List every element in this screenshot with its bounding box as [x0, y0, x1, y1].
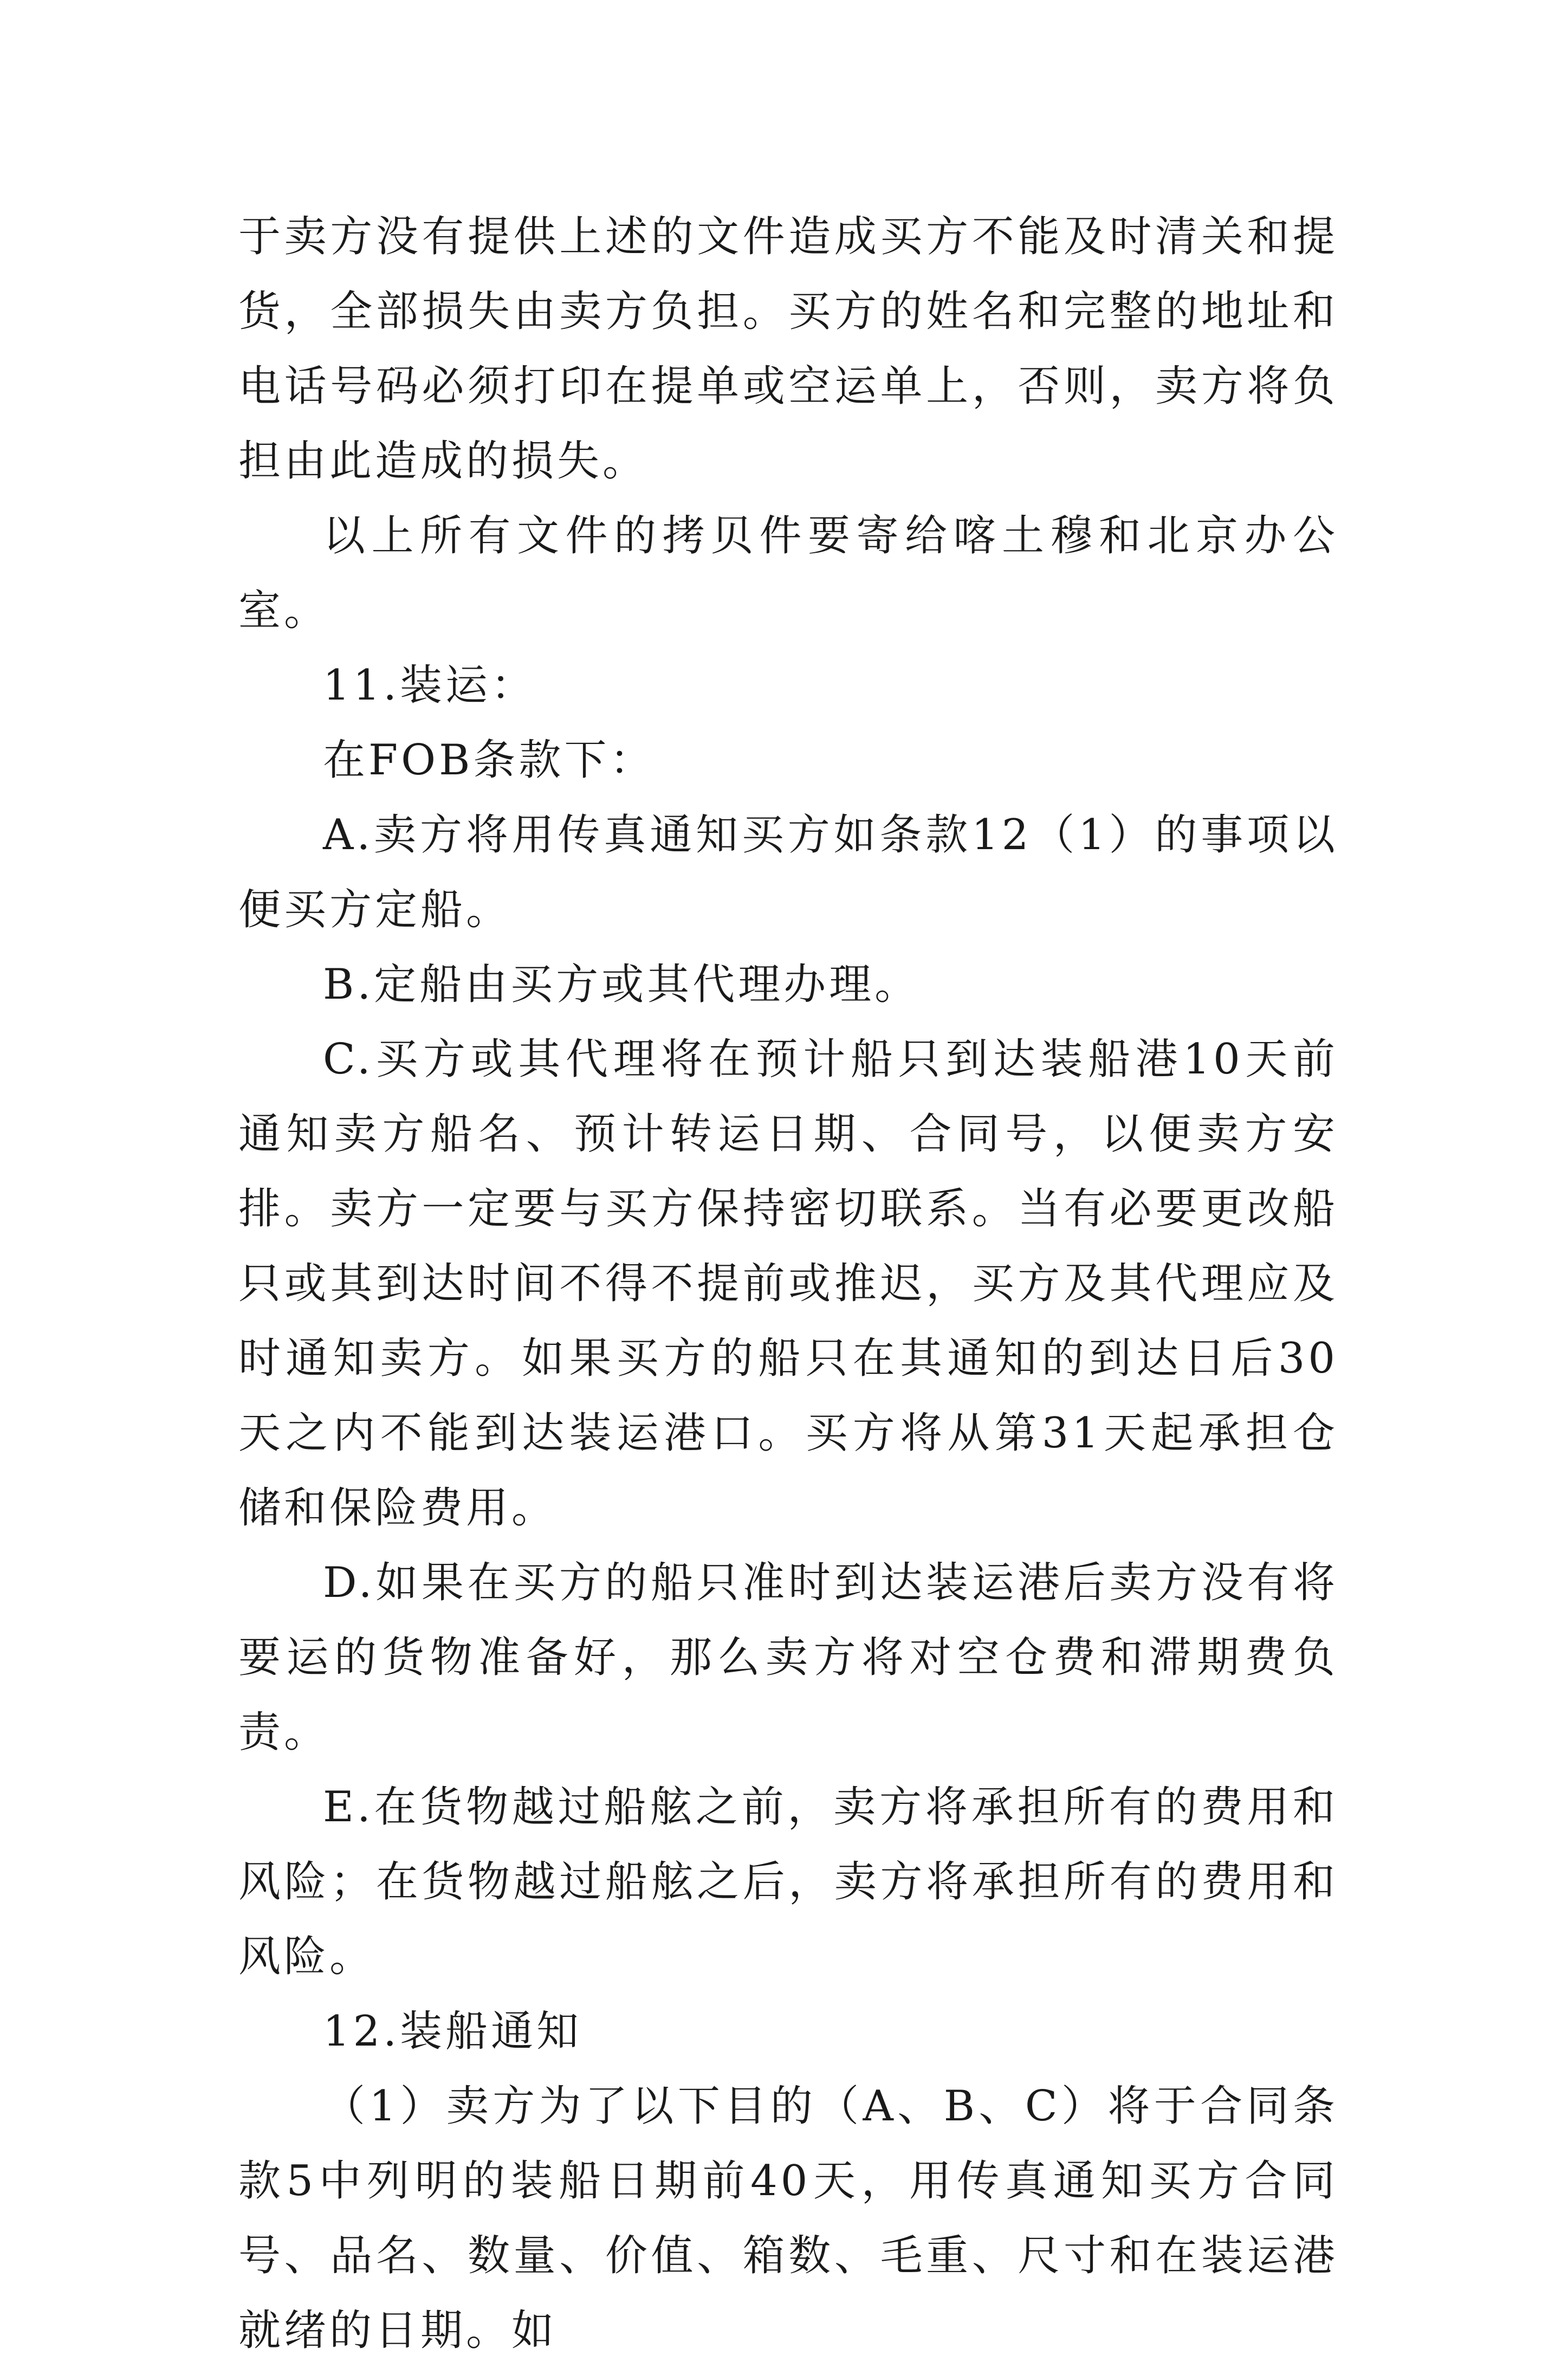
document-body — [238, 199, 1338, 2368]
clause-b: B.定船由买方或其代理办理。 — [323, 960, 921, 1009]
clause-12-1: （1）卖方为了以下目的（A、B、C）将于合同条款5中列明的装船日期前40天，用传真通知买方合同号、品名、数量、价值、箱数、毛重、尺寸和在装运港就绪的日期。如 — [238, 2082, 1338, 2355]
clause-d: D.如果在买方的船只准时到达装运港后卖方没有将要运的货物准备好，那么卖方将对空仓费和滞期费负责。 — [238, 1558, 1338, 1757]
paragraph-copies-to-offices: 以上所有文件的拷贝件要寄给喀土穆和北京办公室。 — [238, 512, 1338, 635]
clause-c: C.买方或其代理将在预计船只到达装船港10天前通知卖方船名、预计转运日期、合同号，以便卖方安排。卖方一定要与买方保持密切联系。当有必要更改船只或其到达时间不得不提前或推迟，买方及其代理应及时通知卖方。如果买方的船只在其通知的到达日后30天之内不能到达装运港口。买方将从第31天起承担仓储和保险费用。 — [238, 1035, 1338, 1532]
paragraph-continued-loss-clause: 于卖方没有提供上述的文件造成买方不能及时清关和提货，全部损失由卖方负担。买方的姓名和完整的地址和电话号码必须打印在提单或空运单上，否则，卖方将负担由此造成的损失。 — [238, 212, 1338, 486]
section-heading-shipping-notice: 12.装船通知 — [323, 2007, 582, 2056]
section-heading-shipment: 11.装运： — [323, 661, 537, 710]
clause-a: A.卖方将用传真通知买方如条款12（1）的事项以便买方定船。 — [238, 811, 1338, 934]
paragraph-fob-terms: 在FOB条款下： — [323, 736, 656, 785]
clause-e: E.在货物越过船舷之前，卖方将承担所有的费用和风险；在货物越过船舷之后，卖方将承担所有的费用和风险。 — [238, 1783, 1338, 1981]
